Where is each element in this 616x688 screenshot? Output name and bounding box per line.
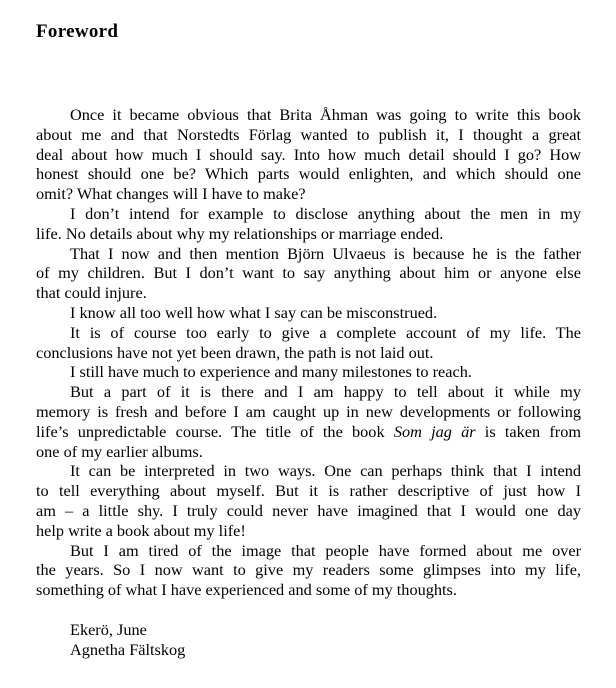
- text-line: help write a book about my life!: [36, 520, 246, 540]
- spacer: [36, 600, 581, 620]
- text-line: deal about how much I should say. Into how much detail should I go? How: [36, 144, 581, 164]
- text-line: I still have much to experience and many milestones to reach.: [70, 362, 472, 382]
- text-line: to tell everything about myself. But it is rather descriptive of just how I: [36, 481, 581, 501]
- text-line: something of what I have experienced and some of my thoughts.: [36, 580, 457, 600]
- signature-place-date: Ekerö, June: [70, 619, 147, 639]
- text-line: that could injure.: [36, 283, 147, 303]
- section-title: Foreword: [36, 21, 119, 42]
- text-line: am – a little shy. I truly could never have imagined that I would one day: [36, 500, 581, 520]
- text-line: about me and that Norstedts Förlag wanted to publish it, I thought a great: [36, 124, 581, 144]
- text-line: the years. So I now want to give my readers some glimpses into my life,: [36, 560, 581, 580]
- text-line: memory is fresh and before I am caught up in new developments or following: [36, 401, 581, 421]
- text-line: But a part of it is there and I am happy to tell about it while my: [70, 382, 581, 402]
- text-line: of my children. But I don’t want to say anything about him or anyone else: [36, 263, 581, 283]
- text-line: But I am tired of the image that people have formed about me over: [70, 540, 581, 560]
- text-line: That I now and then mention Björn Ulvaeus is because he is the father: [70, 243, 581, 263]
- signature-name: Agnetha Fältskog: [70, 639, 186, 659]
- text-segment: life’s unpredictable course. The title of the book: [36, 421, 385, 441]
- text-line: Once it became obvious that Brita Åhman was going to write this book: [70, 105, 581, 124]
- text-line: omit? What changes will I have to make?: [36, 184, 306, 204]
- text-line: I know all too well how what I say can be misconstrued.: [70, 302, 438, 322]
- foreword-text: [36, 105, 581, 659]
- book-title: Som jag är: [393, 421, 476, 441]
- text-line: life. No details about why my relationships or marriage ended.: [36, 223, 444, 243]
- text-line: It can be interpreted in two ways. One can perhaps think that I intend: [70, 461, 581, 481]
- text-line: I don’t intend for example to disclose anything about the men in my: [70, 203, 581, 223]
- text-line: one of my earlier albums.: [36, 441, 203, 461]
- text-line: honest should one be? Which parts would enlighten, and which should one: [36, 164, 581, 184]
- text-line: [36, 422, 581, 442]
- text-segment: is taken from: [484, 421, 581, 441]
- text-line: It is of course too early to give a complete account of my life. The: [70, 322, 581, 342]
- text-line: conclusions have not yet been drawn, the path is not laid out.: [36, 342, 434, 362]
